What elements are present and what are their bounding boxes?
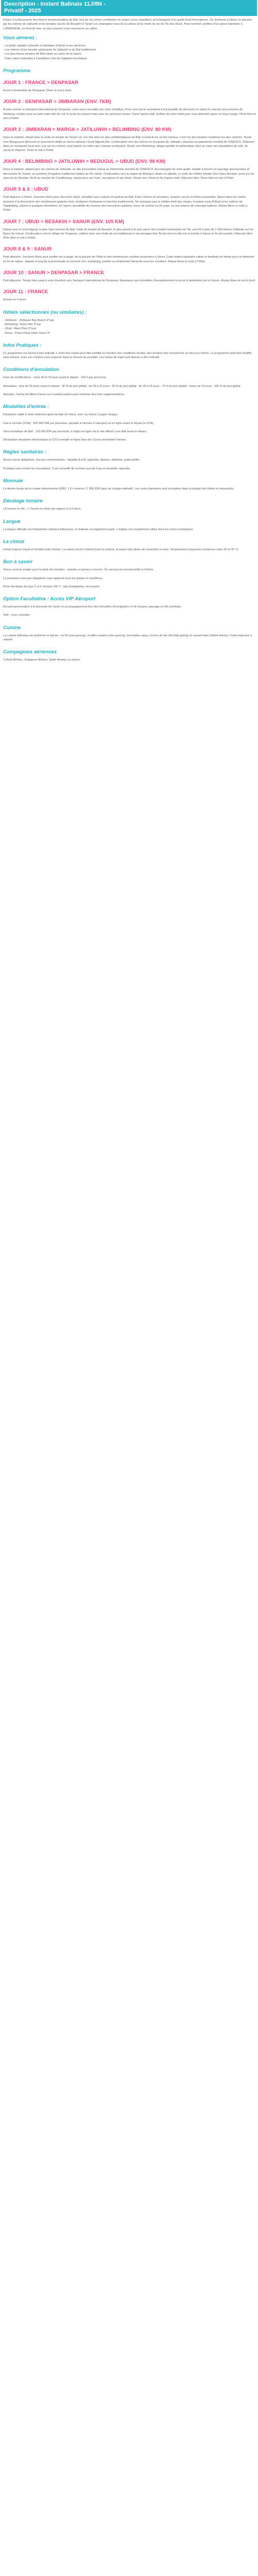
modalites-text: Déclaration douanière électronique (e-CD) à remplir en ligne dans les 3 jours précédant l'arrivée. (3, 438, 127, 442)
day-text: Envol à destination de Denpasar. Dîner et nuit à bord. (3, 89, 72, 93)
bon-savoir-text: Le pourboire n'est pas obligatoire mais apprécié pour les guides et chauffeurs. (3, 577, 103, 580)
conditions-text: Attention, l'achat de billets d'avion non remboursables peut entraîner des frais supplémentaires. (3, 393, 125, 396)
bon-savoir-text: Prise électrique de type C et F, tension 230 V : pas d'adaptateur nécessaire. (3, 585, 101, 588)
section-title-climat: Le climat (3, 538, 25, 545)
bon-savoir-text: Tenue correcte exigée pour la visite des temples : épaules et genoux couverts. Un sarong est souvent prêté à l'entrée. (3, 568, 154, 572)
day-text: Petit déjeuner à l'hôtel. Journées libres pour découvrir Ubud, véritable cœur culturel et spirituel de Bali. Entre rizières en terrasses, temples sacrés et forêts luxuriantes, flânez dans les ruelles animées à la découverte des nombreuses galeries d'art, boutiques d'artisanat et marchés traditionnels. Ne manquez pas la célèbre forêt des singes, le palais royal d'Ubud et les rizières de Tegallalang, situées à quelques kilomètres. En option, possibilité de réserver des excursions guidées, cours de cuisine ou de yoga, ou une séance de massage balinais. Repas libres et nuits à l'hôtel. (3, 196, 247, 212)
section-title-decalage: Décalage horaire (3, 498, 43, 504)
modalites-text: Taxe touristique de Bali : 150 000 IDR par personne, à régler en ligne via le site officiel Love Bali avant le départ. (3, 430, 147, 433)
vous-aimerez-list (3, 44, 256, 61)
hotels-list (3, 318, 256, 335)
climat-text: Climat tropical chaud et humide toute l'année. La saison sèche s'étend d'avril à octobre, la saison des pluies de novembre à mars. Températures moyennes comprises entre 26 et 32 °C. (3, 548, 239, 551)
day-text: Dans la matinée, départ pour la visite du temple de Tanah Lot, l'un des sites les plus emblématiques de Bali. Construit sur un îlot rocheux, il est l'un des temples maritimes les plus vénérés. Route vers Marga pour découvrir le monument dédié au héros national I Gusti Ngurah Rai. Continuation vers les rizières en terrasses de Jatiluwih, classées au patrimoine mondial de l'UNESCO. Déjeuner dans un restaurant local avec vue sur les rizières, puis balade au milieu des champs verdoyants. Route vers Belimbing, village paisible et authentique situé au cœur des plantations de café, de cacao et d'épices. Dîner et nuit à l'hôtel. (3, 136, 255, 152)
section-title-langue: Langue (3, 518, 21, 524)
day-title: JOUR 8 & 9 : SANUR (3, 246, 52, 252)
day-title: JOUR 5 & 6 : UBUD (3, 187, 49, 193)
day-text: Arrivée en France. (3, 298, 27, 302)
intro-paragraph: Partez à la découverte des trésors incontournables de Bali, lors de vos virées combinées en voiture (avec chauffeur) accompagnés d'un guide local francophone. De Jimbaran à Ubud, en passant par les rizières de Jatiluwih et les temples sacrés de Besakih et Tanah Lot, impregnez-vous de la culture et du mode de vie de l'île des Dieux. Pour terminer, profitez d'un séjour balnéaire à CANDIDASA, en bord de mer, où vous pourrez vous ressourcer au calme. (3, 19, 252, 30)
list-item: - Les rizières d'une beauté saisissante de Jatiluwih et du Bali traditionnel (3, 48, 96, 52)
section-title-vous-aimerez: Vous aimerez : (3, 35, 38, 41)
conditions-text: Annulation : plus de 60 jours avant le départ : 30 % du prix global ; de 59 à 31 jours : 50 % du prix global ; de 30 à 15 jours : 75 % du prix global ; moins de 15 jours : 100 % du prix global. (3, 384, 241, 388)
langue-text: La langue officielle est l'indonésien (bahasa Indonesia). Le balinais est également parlé. L'anglais est couramment utilisé dans les zones touristiques. (3, 528, 194, 531)
day-block (3, 246, 256, 264)
day-block (3, 289, 256, 302)
list-item: - La petite capitale culturelle et artistique d'Ubud et ses alentours (3, 44, 86, 47)
hotel-item: - Belimbing : Kubu Fillo 3*sup (3, 323, 41, 326)
day-text: Petit déjeuner. Journées libres pour profiter de la plage, de la piscine de l'hôtel et des nombreuses activités proposées à Sanur. Cette station balnéaire calme et familiale est idéale pour se détendre en fin de séjour : balade le long de la promenade en bord de mer, snorkeling, paddle ou simplement farniente sous les cocotiers. Repas libres et nuits à l'hôtel. (3, 256, 254, 263)
option-text: Accueil personnalisé à la descente de l'avion et accompagnement lors des formalités d'immigration et de douane, passage en file prioritaire. (3, 605, 182, 609)
section-title-compagnies: Compagnies aériennes (3, 649, 57, 655)
day-text: Dans la matinée, départ pour les rizières de Jatiluwih, un site d'exception classé au Patrimoine mondial de l'UNESCO. Accompagné de votre guide, balade à travers un paysage spectaculaire et découverte du Subak, un système d'irrigation traditionnel datant du IXe siècle. Continuation vers la région de Bedugul, située en altitude, et visite du célèbre temple Ulun Danu Beratan, posé sur les rives du lac Beratan. Arrêt au marché de Candikuning, réputé pour ses fruits, ses épices et ses fleurs. Route vers Ubud en fin d'après-midi. Déjeuner libre. Dîner libre et nuit à l'hôtel. (3, 168, 254, 180)
conditions-text: Frais de modifications : entre 90 et 30 jours avant le départ : 100 € par personne. (3, 376, 107, 380)
section-title-monnaie: Monnaie (3, 478, 23, 484)
day-block (3, 187, 256, 212)
section-title-reglements: Règles sanitaires : (3, 449, 46, 455)
hotel-item: - Ubud : Alam Puisi 3*sup (3, 327, 36, 331)
day-block (3, 99, 256, 121)
reglements-text: Aucun vaccin obligatoire. Vaccins recommandés : hépatite A et B, typhoïde, tétanos, diphtérie, poliomyélite. (3, 459, 140, 462)
decalage-text: +6 heures en été, +7 heures en hiver par rapport à la France. (3, 507, 82, 511)
day-text: Petit déjeuner. Temps libre jusqu'à votre transfert vers l'aéroport international de Denpasar. Assistance aux formalités d'enregistrement et envol à destination de la France. Repas libres et nuit à bord. (3, 279, 256, 283)
section-title-infos: Infos Pratiques : (3, 342, 42, 348)
list-item: - Les plus beaux temples de Bali situés au coeur de la nature (3, 53, 82, 56)
page-title-line-1: Description - Instant Balinais 11J/8N - (4, 1, 106, 7)
day-text: À votre arrivée à l'aéroport international de Denpasar, vous serez accueillis par votre chauffeur. Pour ceux qui le souhaitent il est possible de découvrir en option le marché aux poissons de Jimbaran, rendez-vous au petit matin afin de voir la vente du poisson frais avec les pêcheurs locaux. Dans l'après-midi, profitez de votre hôtel pour vous détendre après ce long voyage. Dîner libre et nuit à l'hôtel. (3, 108, 256, 120)
day-block (3, 127, 256, 152)
day-block (3, 80, 256, 93)
day-title: JOUR 11 : FRANCE (3, 289, 49, 295)
day-title: JOUR 7 : UBUD > BESAKIH > SANUR (ENV. 105 KM) (3, 218, 124, 225)
modalites-text: Passeport valide 6 mois minimum après la date de retour, avec au moins 2 pages vierges. (3, 413, 118, 417)
compagnies-text: Turkish Airlines, Singapore Airlines, Qatar Airways ou autres. (3, 658, 81, 662)
day-title: JOUR 3 : JIMBARAN > MARGA > JATILUWIH > BELIMBING (ENV. 80 KM) (3, 127, 172, 133)
hotel-item: - Jimbaran : Jimbaran Bay Beach 3*sup (3, 318, 54, 322)
infos-text: Ce programme est donné à titre indicatif. L'ordre des visites peut être modifié en fonction des conditions locales, des horaires des monuments ou des jours fériés. Le programme peut être modifié, sans préavis, mais son contenu sera respecté dans la mesure du possible. Les temps de trajet sont donnés à titre indicatif. (3, 351, 252, 360)
day-block (3, 270, 256, 283)
day-title: JOUR 2 : DENPASAR > JIMBARAN (ENV. 7KM) (3, 99, 111, 105)
day-text: Départ pour le mont Agung, le plus haut sommet de Bali. Visite du temple de Besakih, le plus grand et le plus sacré des temples hindouistes de l'île, perché à près de 1 000 mètres d'altitude sur les flancs du volcan. Continuation vers le village de Tenganan, célèbre pour son mode de vie traditionnel et ses tissages ikat. Route vers la côte est et arrivée à Sanur en fin de journée. Déjeuner libre, dîner libre et nuit à l'hôtel. (3, 228, 254, 240)
reglements-text: Protégez-vous contre les moustiques. Il est conseillé de ne boire que de l'eau en bouteille capsulée. (3, 467, 131, 470)
day-title: JOUR 1 : FRANCE > DENPASAR (3, 80, 78, 86)
day-block (3, 159, 256, 180)
section-title-cuisine: Cuisine (3, 624, 21, 631)
day-title: JOUR 10 : SANUR > DENPASAR > FRANCE (3, 270, 104, 276)
hotel-item: - Sanur : Prime Plaza Hotel Sanur 4* (3, 331, 51, 335)
day-block (3, 219, 256, 241)
section-title-hotels: Hôtels sélectionnés (ou similaires) : (3, 309, 87, 315)
section-title-option: Option Facultative : Accès VIP Aéroport (3, 596, 95, 602)
description-content (0, 16, 258, 663)
title-banner (1, 0, 257, 16)
list-item: - Votre séjour balnéaire à Candidasa, loin de l'agitation touristique (3, 57, 87, 60)
modalites-text: Visa à l'arrivée (VOA) : 500 000 IDR par personne, payable à l'arrivée à l'aéroport ou en ligne avant le départ (e-VOA). (3, 421, 154, 425)
page-title-line-2: Privatif - 2025 (4, 8, 41, 14)
section-title-conditions: Conditions d'annulation (3, 367, 59, 373)
cuisine-text: La cuisine balinaise est parfumée et épicée : riz frit (nasi goreng), nouilles sautées (mie goreng), brochettes satay, cochon de lait rôti (babi guling) et canard fumé (bebek betutu). Fruits tropicaux à volonté. (3, 634, 252, 642)
monnaie-text: La devise locale est la roupie indonésienne (IDR). 1 € = environ 17 000 IDR (taux de change indicatif). Les cartes bancaires sont acceptées dans la plupart des hôtels et restaurants. (3, 487, 234, 491)
section-title-bon-savoir: Bon à savoir (3, 559, 33, 565)
section-title-modalites: Modalités d'entrée : (3, 404, 49, 410)
section-title-programme: Programme (3, 68, 30, 74)
day-title: JOUR 4 : BELIMBING > JATILUWIH > BEDUGUL > UBUD (ENV. 98 KM) (3, 159, 166, 165)
option-text: Tarif : nous consulter. (3, 614, 30, 617)
